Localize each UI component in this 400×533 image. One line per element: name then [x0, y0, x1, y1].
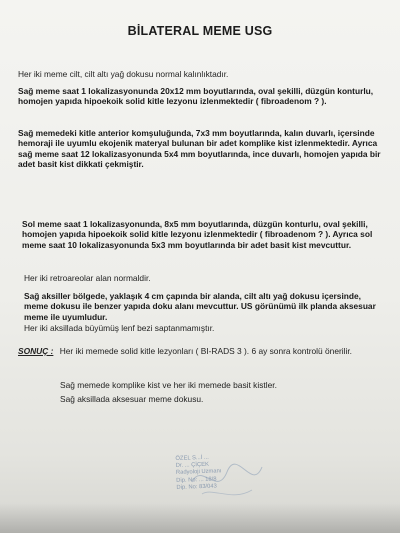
retroareolar-text: Her iki retroareolar alan normaldir. [24, 273, 151, 283]
left-breast-finding: Sol meme saat 1 lokalizasyonunda, 8x5 mm boyutlarında, düzgün konturlu, oval şekilli, homojen yapıda hipoekoik solid kitle lezyonu izlenmektedir ( fibroadenom ? ). Ayrıca sol meme saat 10 lokalizasyonunda 5x3 mm boyutlarında bir adet basit kist mevcuttur. [22, 219, 373, 250]
stamp-line3: Radyoloji Uzmanı [175, 468, 222, 477]
report-title: BİLATERAL MEME USG [127, 24, 273, 38]
stamp-line1: ÖZEL S...İ ... [175, 454, 209, 462]
sonuc-block [18, 346, 384, 356]
sonuc-line2: Sağ memede komplike kist ve her iki memede basit kistler. [60, 380, 277, 390]
stamp-line5: Dip. No: 83/043 [176, 483, 217, 491]
stamp-line2: Dr. ... ÇİÇEK [175, 461, 210, 470]
sonuc-line1: Her iki memede solid kitle lezyonları ( BI-RADS 3 ). 6 ay sonra kontrolü önerilir. [59, 346, 353, 356]
stamp-line4: Dip. No: ... 18/8 [176, 476, 217, 484]
page-shadow [0, 503, 400, 533]
axilla-lymph-text: Her iki aksillada büyümüş lenf bezi saptanmamıştır. [24, 323, 215, 333]
right-breast-cyst-finding: Sağ memedeki kitle anterior komşuluğunda, 7x3 mm boyutlarında, kalın duvarlı, içersinde hemoraji ile uyumlu ekojenik materyal bulunan bir adet komplike kist izlenmektedir. Ayrıca sağ meme saat 12 lokalizasyonunda 5x4 mm boyutlarında, ince duvarlı, homojen yapıda bir adet basit kist dikkati çekmiştir. [18, 128, 381, 169]
sonuc-line3: Sağ aksillada aksesuar meme dokusu. [60, 394, 204, 404]
sonuc-label: SONUÇ : [18, 346, 54, 356]
right-breast-finding: Sağ meme saat 1 lokalizasyonunda 20x12 mm boyutlarında, oval şekilli, düzgün konturlu, homojen yapıda hipoekoik solid kitle lezyonu izlenmektedir ( fibroadenom ? ). [18, 86, 374, 107]
intro-text: Her iki meme cilt, cilt altı yağ dokusu normal kalınlıktadır. [18, 69, 229, 79]
axilla-finding: Sağ aksiller bölgede, yaklaşık 4 cm çapında bir alanda, cilt altı yağ dokusu içersinde, meme dokusu ile benzer yapıda doku alanı mevcuttur. US görünümü ilk planda aksesuar meme ile uyumludur. [24, 291, 376, 322]
